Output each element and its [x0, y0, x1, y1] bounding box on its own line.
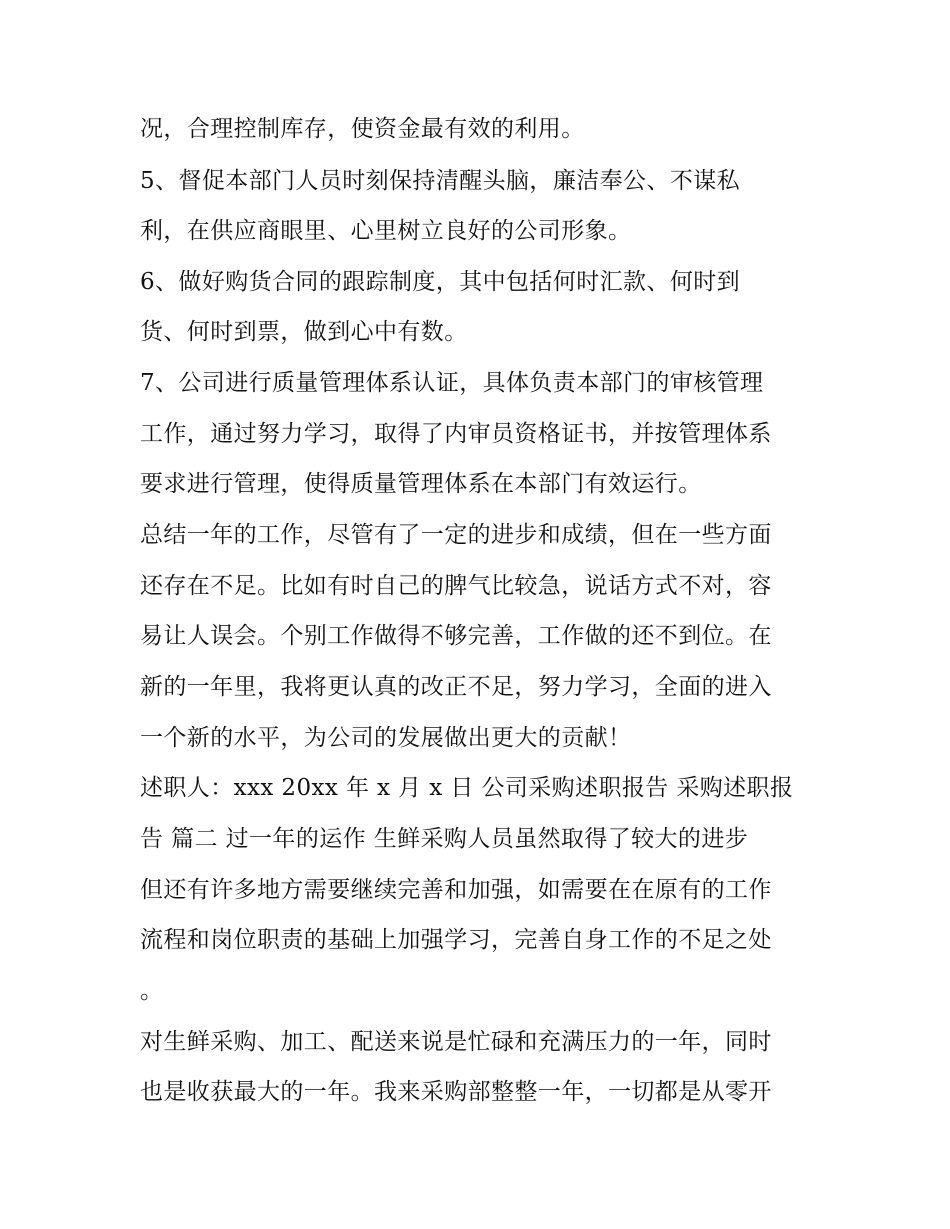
text-line: 要求进行管理，使得质量管理体系在本部门有效运行。	[140, 471, 702, 497]
text-line: 。	[140, 978, 164, 1004]
text-line: 流程和岗位职责的基础上加强学习，完善自身工作的不足之处	[140, 927, 772, 953]
text-line: 利，在供应商眼里、心里树立良好的公司形象。	[140, 218, 632, 244]
text-line: 工作，通过努力学习，取得了内审员资格证书，并按管理体系	[140, 421, 772, 447]
text-line: 还存在不足。比如有时自己的脾气比较急，说话方式不对，容	[140, 573, 772, 599]
text-line: 一个新的水平，为公司的发展做出更大的贡献！	[140, 725, 632, 751]
text-line: 告 篇二 过一年的运作 生鲜采购人员虽然取得了较大的进步	[140, 826, 749, 852]
text-line: 7、公司进行质量管理体系认证，具体负责本部门的审核管理	[140, 370, 764, 396]
text-line: 述职人：xxx 20xx 年 x 月 x 日 公司采购述职报告 采购述职报	[140, 775, 794, 801]
text-line: 况，合理控制库存，使资金最有效的利用。	[140, 116, 585, 142]
text-line: 6、做好购货合同的跟踪制度，其中包括何时汇款、何时到	[140, 269, 741, 295]
text-line: 货、何时到票，做到心中有数。	[140, 319, 468, 345]
text-line: 也是收获最大的一年。我来采购部整整一年，一切都是从零开	[140, 1079, 772, 1105]
text-line: 新的一年里，我将更认真的改正不足，努力学习，全面的进入	[140, 674, 772, 700]
text-line: 但还有许多地方需要继续完善和加强，如需要在在原有的工作	[140, 877, 772, 903]
text-line: 总结一年的工作，尽管有了一定的进步和成绩，但在一些方面	[140, 522, 772, 548]
text-line: 易让人误会。个别工作做得不够完善，工作做的还不到位。在	[140, 623, 772, 649]
text-line: 5、督促本部门人员时刻保持清醒头脑，廉洁奉公、不谋私	[140, 168, 741, 194]
text-line: 对生鲜采购、加工、配送来说是忙碌和充满压力的一年，同时	[140, 1029, 772, 1055]
